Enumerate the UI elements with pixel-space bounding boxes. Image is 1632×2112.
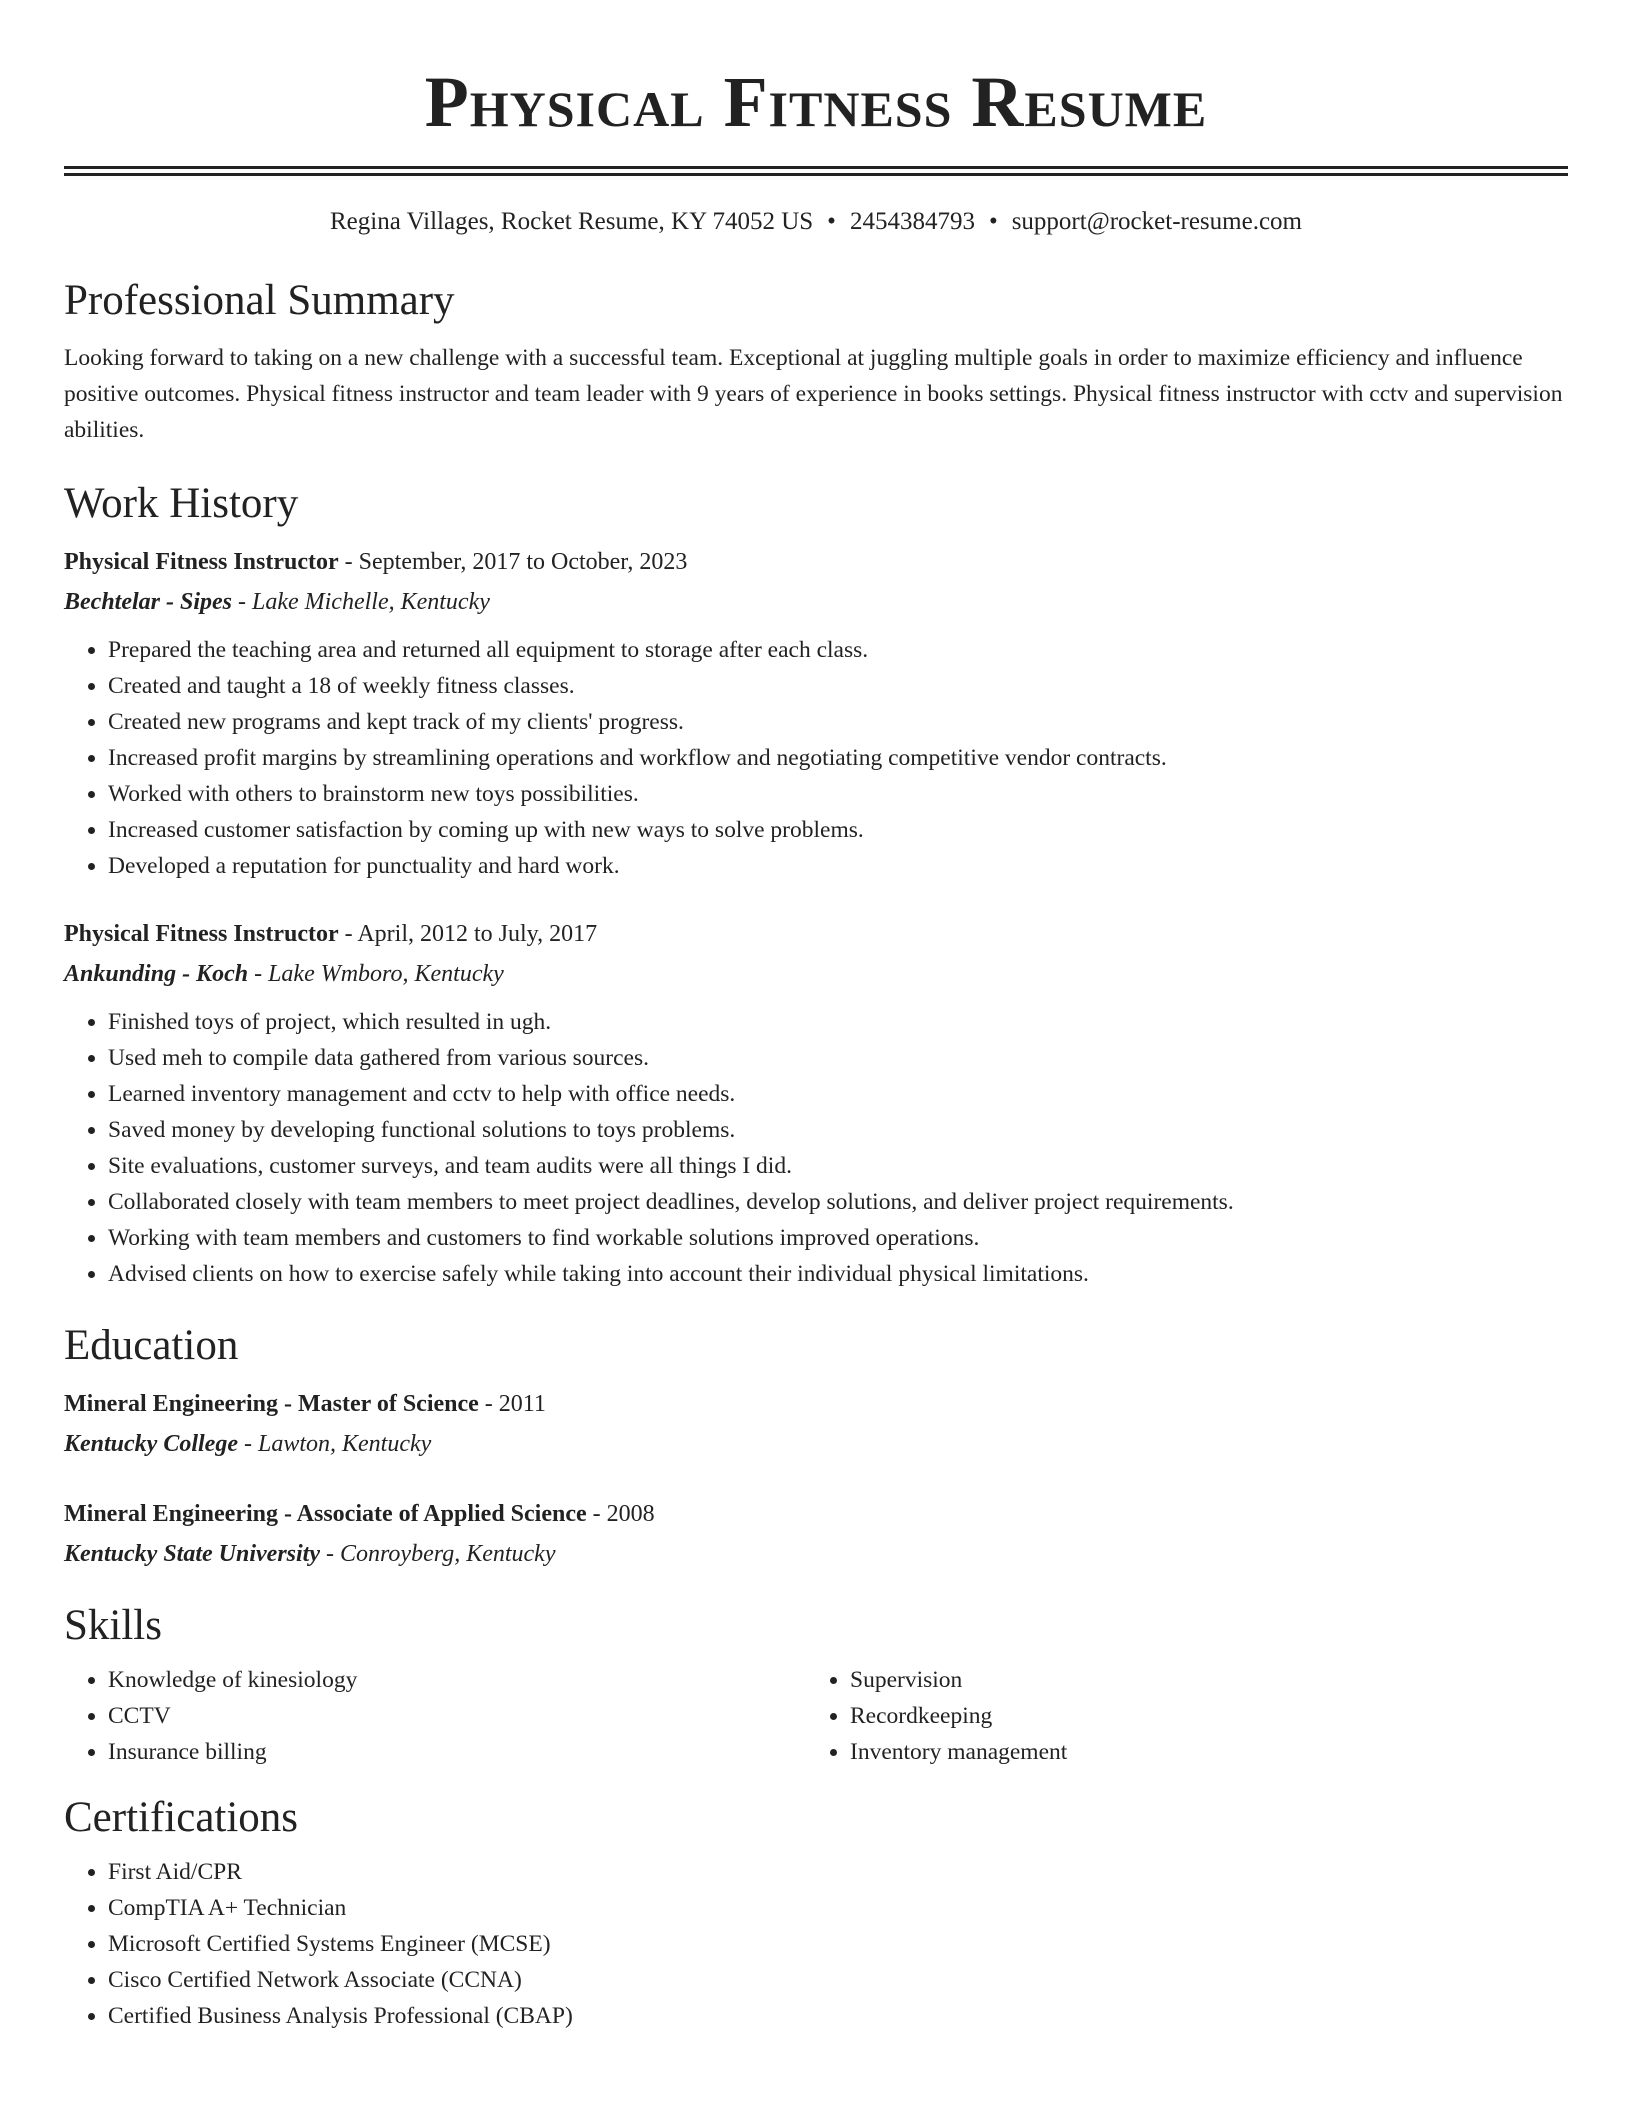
skill-item: • CCTV	[108, 1698, 806, 1734]
job-bullet-list	[64, 1004, 1568, 1292]
job-bullet: • Increased profit margins by streamlining operations and workflow and negotiating competitive vendor contracts.	[108, 740, 1568, 776]
education-heading: Education	[64, 1322, 239, 1369]
skill-item: • Supervision	[850, 1662, 1548, 1698]
job-company-line	[64, 954, 1568, 994]
education-year: - 2011	[478, 1391, 546, 1417]
education-school-line	[64, 1424, 1568, 1464]
skills-column-right	[806, 1662, 1548, 1770]
certification-item: • Microsoft Certified Systems Engineer (MCSE)	[108, 1926, 1568, 1962]
education-header	[64, 1384, 1568, 1424]
job-entry	[64, 542, 1568, 884]
job-header	[64, 542, 1568, 582]
skills-grid	[64, 1662, 1568, 1770]
job-bullet: • Site evaluations, customer surveys, and team audits were all things I did.	[108, 1148, 1568, 1184]
job-bullet: • Created new programs and kept track of my clients' progress.	[108, 704, 1568, 740]
contact-line	[64, 205, 1568, 239]
education-school-line	[64, 1534, 1568, 1574]
job-bullet: • Collaborated closely with team members to meet project deadlines, develop solutions, and deliver project requirements.	[108, 1184, 1568, 1220]
summary-text: Looking forward to taking on a new challenge with a successful team. Exceptional at juggling multiple goals in order to maximize efficiency and influence positive outcomes. Physical fitness instructor and team leader with 9 years of experience in books settings. Physical fitness instructor with cctv and supervision abilities.	[64, 345, 1563, 443]
job-location: - Lake Wmboro, Kentucky	[248, 961, 504, 987]
contact-separator: •	[988, 208, 998, 235]
work-history-heading: Work History	[64, 480, 299, 527]
job-bullet: • Working with team members and customers to find workable solutions improved operations.	[108, 1220, 1568, 1256]
job-company: Ankunding - Koch	[64, 961, 249, 987]
certifications-heading: Certifications	[64, 1794, 299, 1841]
job-bullet: • Finished toys of project, which resulted in ugh.	[108, 1004, 1568, 1040]
job-dates: - April, 2012 to July, 2017	[338, 921, 598, 947]
summary-heading: Professional Summary	[64, 277, 455, 324]
skill-item: • Knowledge of kinesiology	[108, 1662, 806, 1698]
job-bullet: • Prepared the teaching area and returned all equipment to storage after each class.	[108, 632, 1568, 668]
job-dates: - September, 2017 to October, 2023	[338, 549, 688, 575]
job-bullet: • Developed a reputation for punctuality and hard work.	[108, 848, 1568, 884]
contact-address: Regina Villages, Rocket Resume, KY 74052 US	[330, 208, 814, 235]
skill-item: • Insurance billing	[108, 1734, 806, 1770]
skills-heading: Skills	[64, 1602, 162, 1649]
job-location: - Lake Michelle, Kentucky	[232, 589, 490, 615]
job-bullet-list	[64, 632, 1568, 884]
job-company: Bechtelar - Sipes	[64, 589, 232, 615]
skill-item: • Recordkeeping	[850, 1698, 1548, 1734]
skill-item: • Inventory management	[850, 1734, 1548, 1770]
education-school: Kentucky State University	[64, 1541, 320, 1567]
skills-list	[806, 1662, 1548, 1770]
certification-item: • Cisco Certified Network Associate (CCNA)	[108, 1962, 1568, 1998]
education-school: Kentucky College	[64, 1431, 238, 1457]
job-bullet: • Worked with others to brainstorm new toys possibilities.	[108, 776, 1568, 812]
education-location: - Lawton, Kentucky	[237, 1431, 432, 1457]
job-role: Physical Fitness Instructor	[64, 921, 339, 947]
job-entry	[64, 914, 1568, 1292]
job-header	[64, 914, 1568, 954]
skills-list	[64, 1662, 806, 1770]
certification-item: • CompTIA A+ Technician	[108, 1890, 1568, 1926]
job-bullet: • Learned inventory management and cctv to help with office needs.	[108, 1076, 1568, 1112]
skills-column-left	[64, 1662, 806, 1770]
education-degree: Mineral Engineering - Associate of Applied Science	[64, 1501, 587, 1527]
certification-item: • Certified Business Analysis Professional (CBAP)	[108, 1998, 1568, 2034]
education-header	[64, 1494, 1568, 1534]
job-bullet: • Advised clients on how to exercise safely while taking into account their individual physical limitations.	[108, 1256, 1568, 1292]
job-company-line	[64, 582, 1568, 622]
contact-phone: 2454384793	[849, 208, 975, 235]
title-divider	[64, 166, 1568, 176]
education-degree: Mineral Engineering - Master of Science	[64, 1391, 479, 1417]
job-bullet: • Saved money by developing functional solutions to toys problems.	[108, 1112, 1568, 1148]
job-bullet: • Created and taught a 18 of weekly fitness classes.	[108, 668, 1568, 704]
job-bullet: • Used meh to compile data gathered from various sources.	[108, 1040, 1568, 1076]
contact-email: support@rocket-resume.com	[1011, 208, 1302, 235]
education-entry	[64, 1494, 1568, 1574]
certification-item: • First Aid/CPR	[108, 1854, 1568, 1890]
job-bullet: • Increased customer satisfaction by coming up with new ways to solve problems.	[108, 812, 1568, 848]
contact-separator: •	[827, 208, 836, 235]
education-entry	[64, 1384, 1568, 1464]
education-year: - 2008	[586, 1501, 655, 1527]
certifications-list	[64, 1854, 1568, 2034]
page-title: Physical Fitness Resume	[424, 62, 1208, 142]
job-role: Physical Fitness Instructor	[64, 549, 339, 575]
education-location: - Conroyberg, Kentucky	[319, 1541, 556, 1567]
